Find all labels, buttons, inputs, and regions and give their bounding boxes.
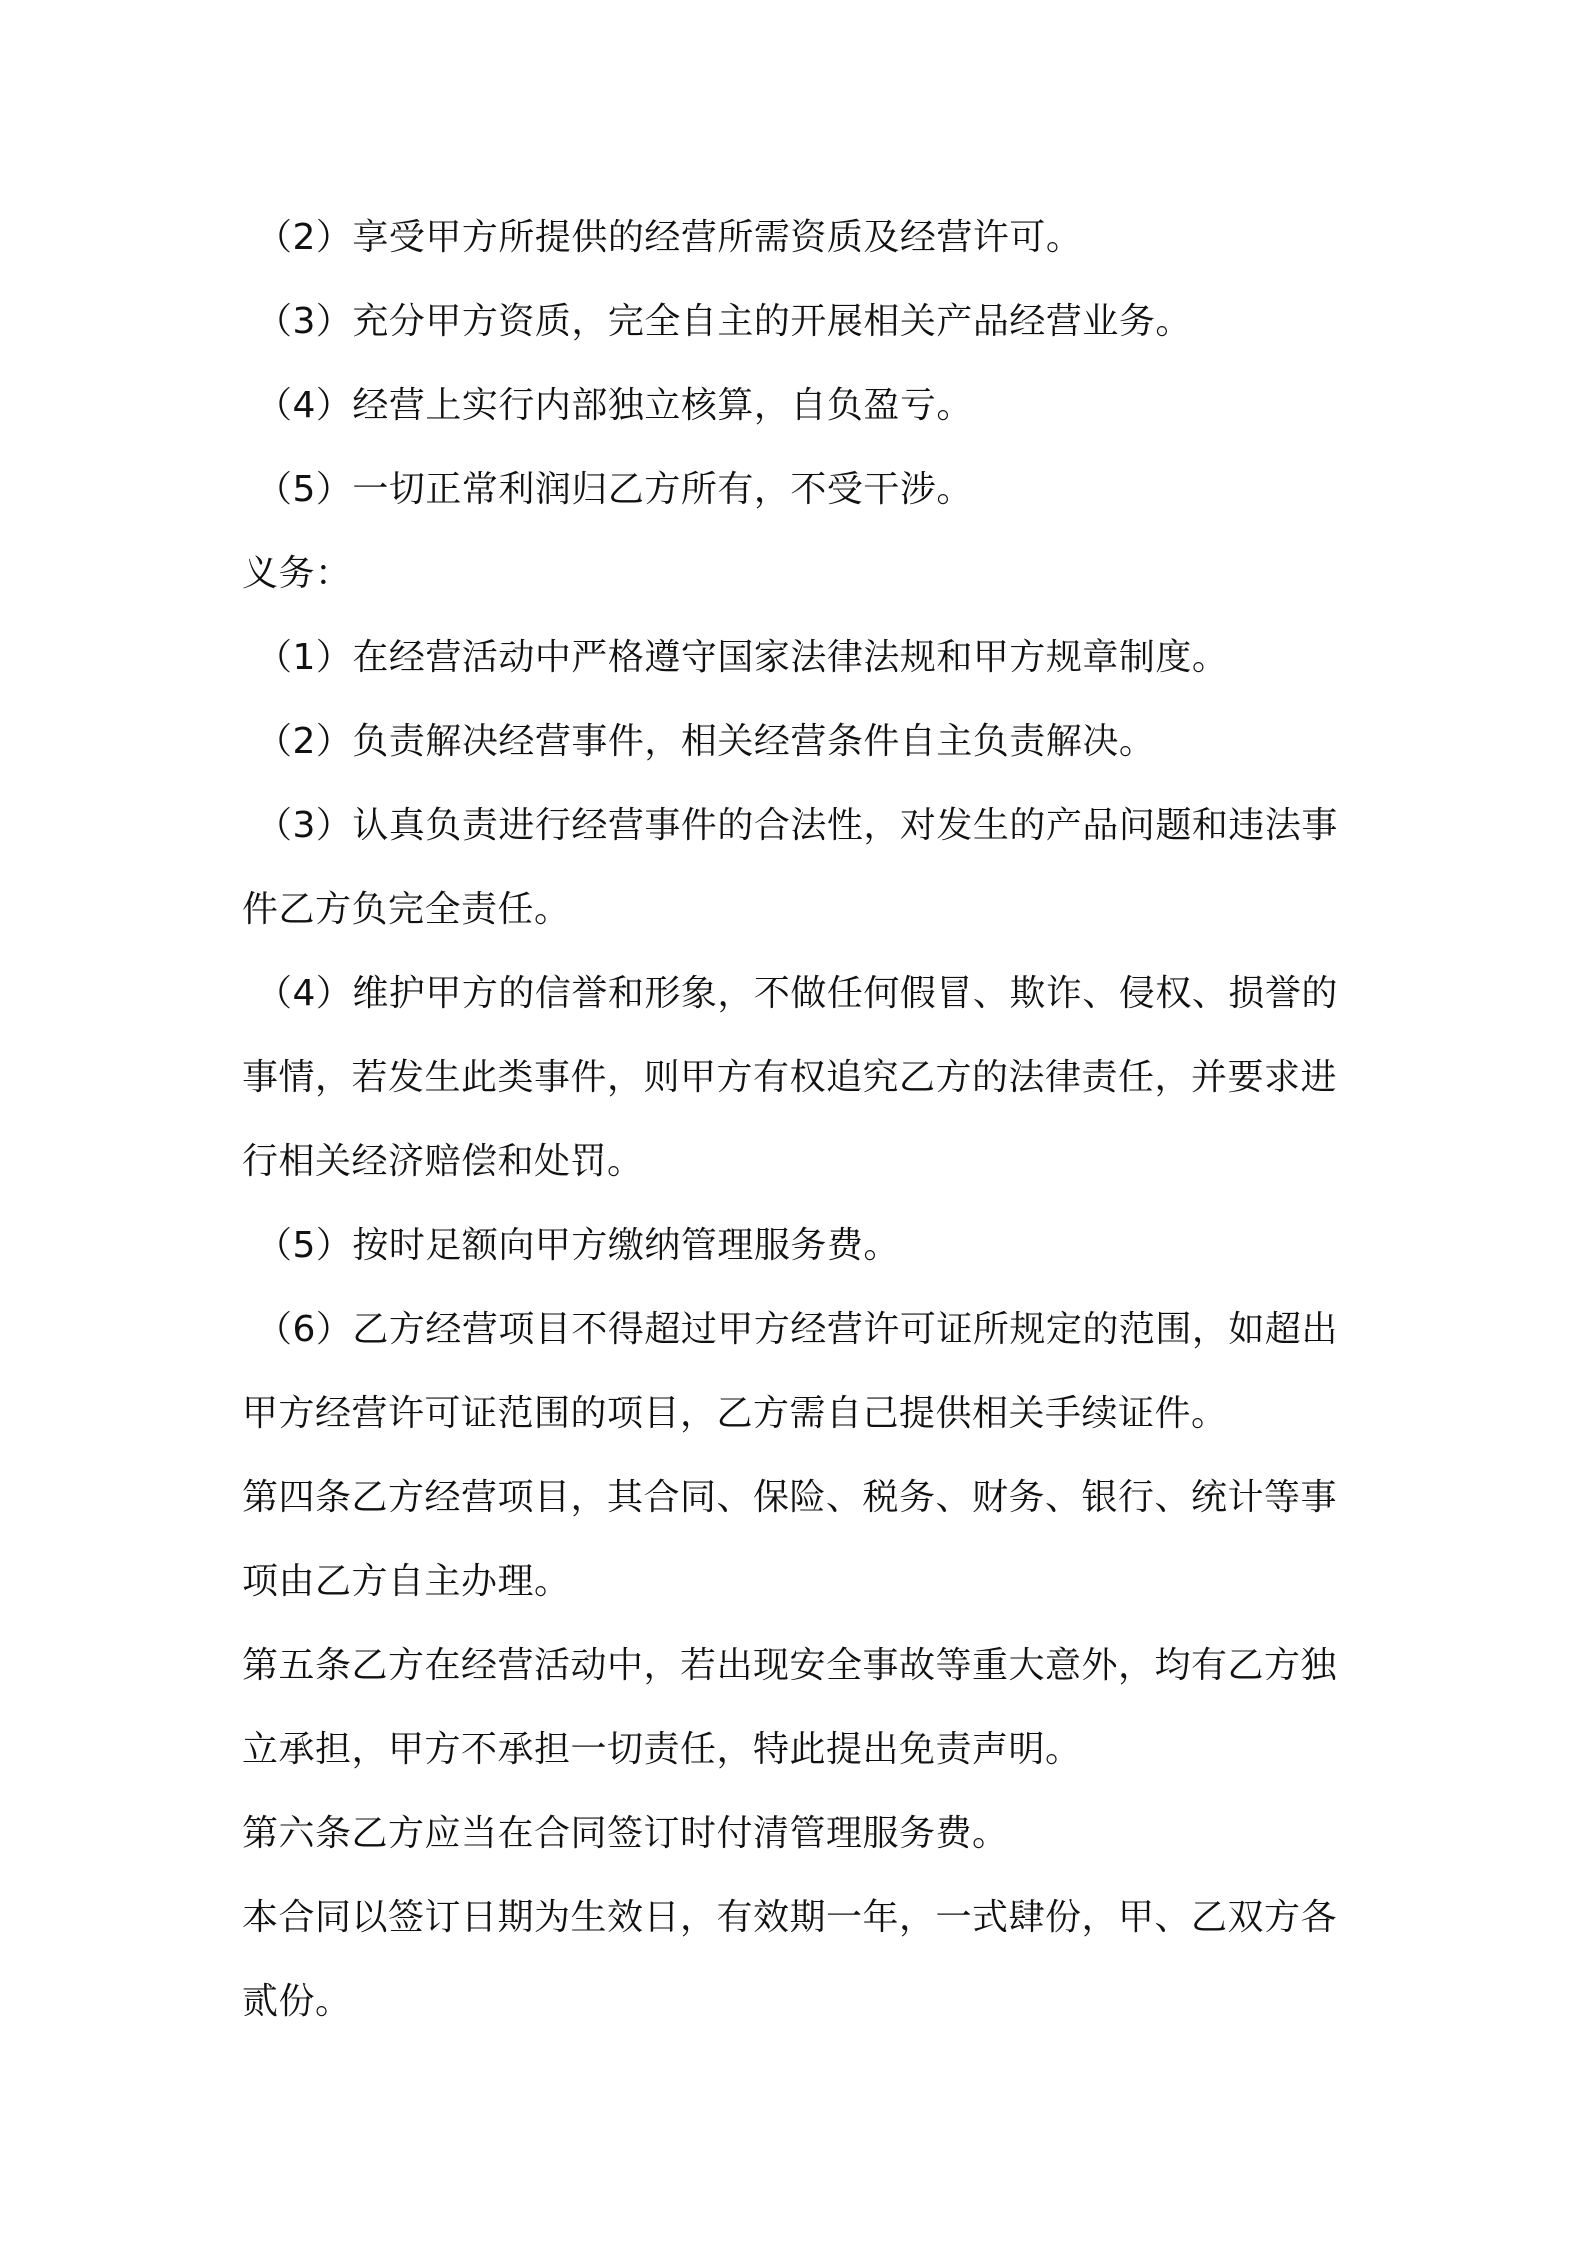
right-item-4: （4）经营上实行内部独立核算，自负盈亏。 <box>256 385 973 426</box>
validity-clause: 本合同以签订日期为生效日，有效期一年，一式肆份，甲、乙双方各 <box>242 1897 1338 1938</box>
right-item-2: （2）享受甲方所提供的经营所需资质及经营许可。 <box>256 217 1083 258</box>
article-four-continued: 项由乙方自主办理。 <box>242 1561 571 1602</box>
obligation-item-1: （1）在经营活动中严格遵守国家法律法规和甲方规章制度。 <box>256 637 1229 678</box>
obligation-item-6: （6）乙方经营项目不得超过甲方经营许可证所规定的范围，如超出 <box>256 1309 1338 1350</box>
document-body <box>242 196 1357 2044</box>
right-item-3: （3）充分甲方资质，完全自主的开展相关产品经营业务。 <box>256 301 1192 342</box>
obligation-item-4-continued-2: 行相关经济赔偿和处罚。 <box>242 1141 644 1182</box>
obligation-item-3: （3）认真负责进行经营事件的合法性，对发生的产品问题和违法事 <box>256 805 1338 846</box>
obligation-item-4: （4）维护甲方的信誉和形象，不做任何假冒、欺诈、侵权、损誉的 <box>256 973 1338 1014</box>
obligation-item-6-continued: 甲方经营许可证范围的项目，乙方需自己提供相关手续证件。 <box>242 1393 1228 1434</box>
obligation-item-4-continued-1: 事情，若发生此类事件，则甲方有权追究乙方的法律责任，并要求进 <box>242 1057 1338 1098</box>
article-six: 第六条乙方应当在合同签订时付清管理服务费。 <box>242 1813 1009 1854</box>
article-four: 第四条乙方经营项目，其合同、保险、税务、财务、银行、统计等事 <box>242 1477 1338 1518</box>
article-five: 第五条乙方在经营活动中，若出现安全事故等重大意外，均有乙方独 <box>242 1645 1338 1686</box>
right-item-5: （5）一切正常利润归乙方所有，不受干涉。 <box>256 469 973 510</box>
obligation-item-2: （2）负责解决经营事件，相关经营条件自主负责解决。 <box>256 721 1156 762</box>
article-five-continued: 立承担，甲方不承担一切责任，特此提出免责声明。 <box>242 1729 1082 1770</box>
obligation-item-3-continued: 件乙方负完全责任。 <box>242 889 571 930</box>
validity-clause-continued: 贰份。 <box>242 1981 352 2022</box>
obligation-item-5: （5）按时足额向甲方缴纳管理服务费。 <box>256 1225 900 1266</box>
obligations-heading: 义务： <box>242 553 352 594</box>
